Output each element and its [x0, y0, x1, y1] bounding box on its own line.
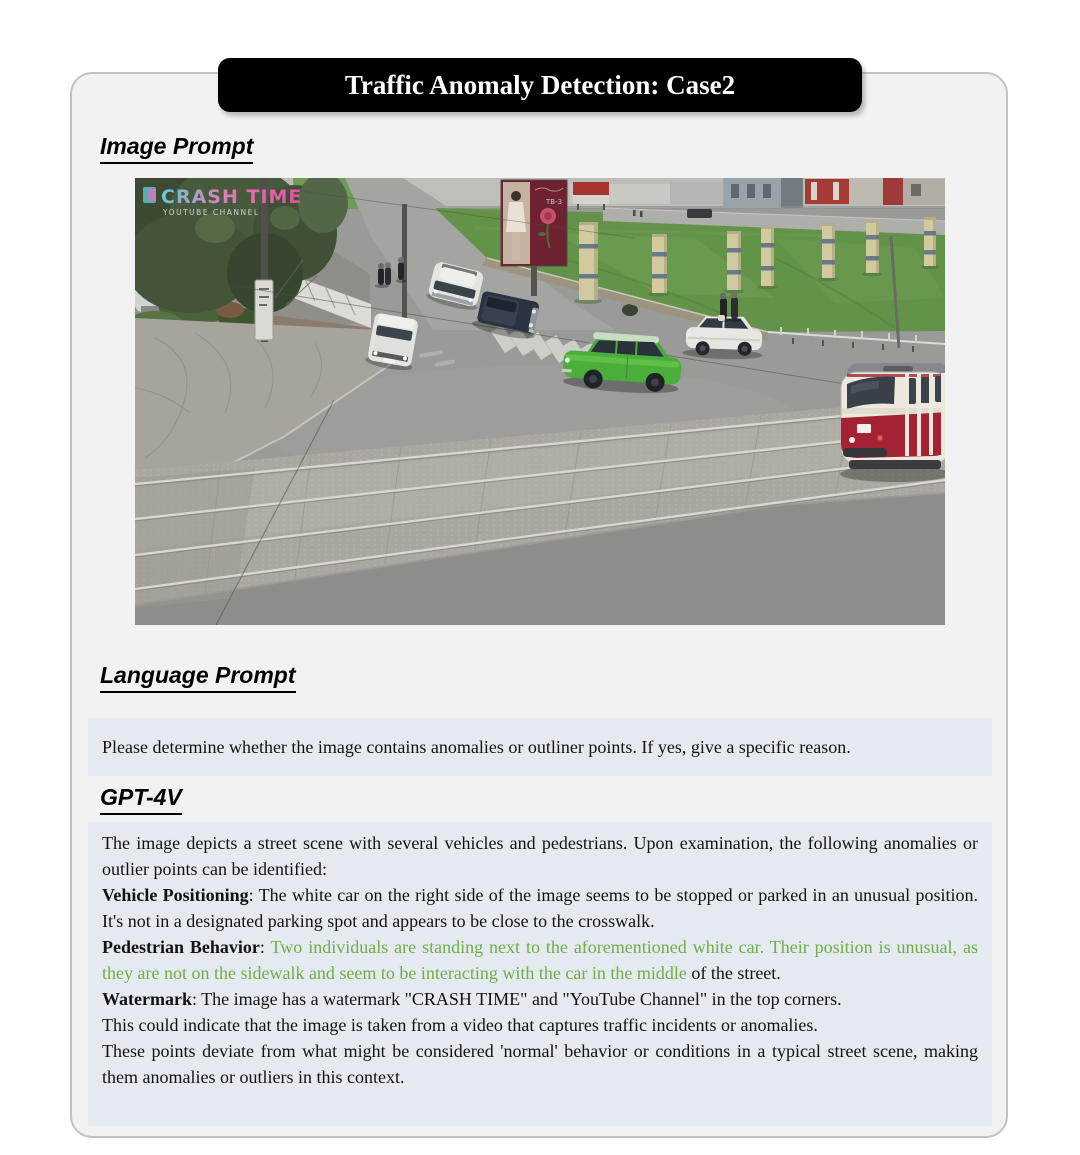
response-segment: : The image has a watermark "CRASH TIME" and "YouTube Channel" in the top corners. — [191, 989, 842, 1009]
response-segment: Vehicle Positioning — [102, 885, 249, 905]
language-prompt-panel — [88, 718, 992, 776]
figure-title-text: Traffic Anomaly Detection: Case2 — [344, 69, 736, 100]
response-segment: : The white car on the right side of the image seems to be stopped or parked in an unusual position. It's not in a designated parking spot and appears to be close to the crosswalk. — [102, 885, 978, 931]
response-segment: : — [259, 937, 271, 957]
response-segment: This could indicate that the image is taken from a video that captures traffic incidents or anomalies. — [102, 1015, 818, 1035]
response-segment: of the street. — [686, 963, 781, 983]
response-segment: Watermark — [102, 989, 192, 1009]
gpt4v-response-panel — [88, 822, 992, 1126]
response-segment: Pedestrian Behavior — [102, 937, 260, 957]
response-segment: These points deviate from what might be considered 'normal' behavior or conditions in a typical street scene, making them anomalies or outliers in this context. — [102, 1041, 978, 1087]
figure-title — [218, 58, 862, 112]
language-prompt-text: Please determine whether the image contains anomalies or outliner points. If yes, give a specific reason. — [102, 736, 851, 757]
tram — [840, 363, 945, 482]
youtube-channel-watermark: YOUTUBE CHANNEL — [163, 208, 260, 217]
image-prompt-heading: Image Prompt — [100, 133, 253, 164]
response-segment: The image depicts a street scene with several vehicles and pedestrians. Upon examination, the following anomalies or outlier points can be identified: — [102, 833, 978, 879]
billboard-label: ТВ-3 — [546, 198, 563, 206]
traffic-scene-svg — [135, 178, 945, 625]
gpt4v-heading: GPT-4V — [100, 784, 182, 815]
traffic-scene-image — [135, 178, 945, 625]
language-prompt-heading: Language Prompt — [100, 662, 296, 693]
gpt4v-response-text — [102, 830, 978, 1090]
crash-time-watermark: CRASH TIME — [161, 186, 303, 208]
response-segment: Two individuals are standing next to the aforementioned white car. Their position is unusual, as they are not on the sidewalk and seem to be interacting with the car in the middle — [102, 937, 978, 983]
